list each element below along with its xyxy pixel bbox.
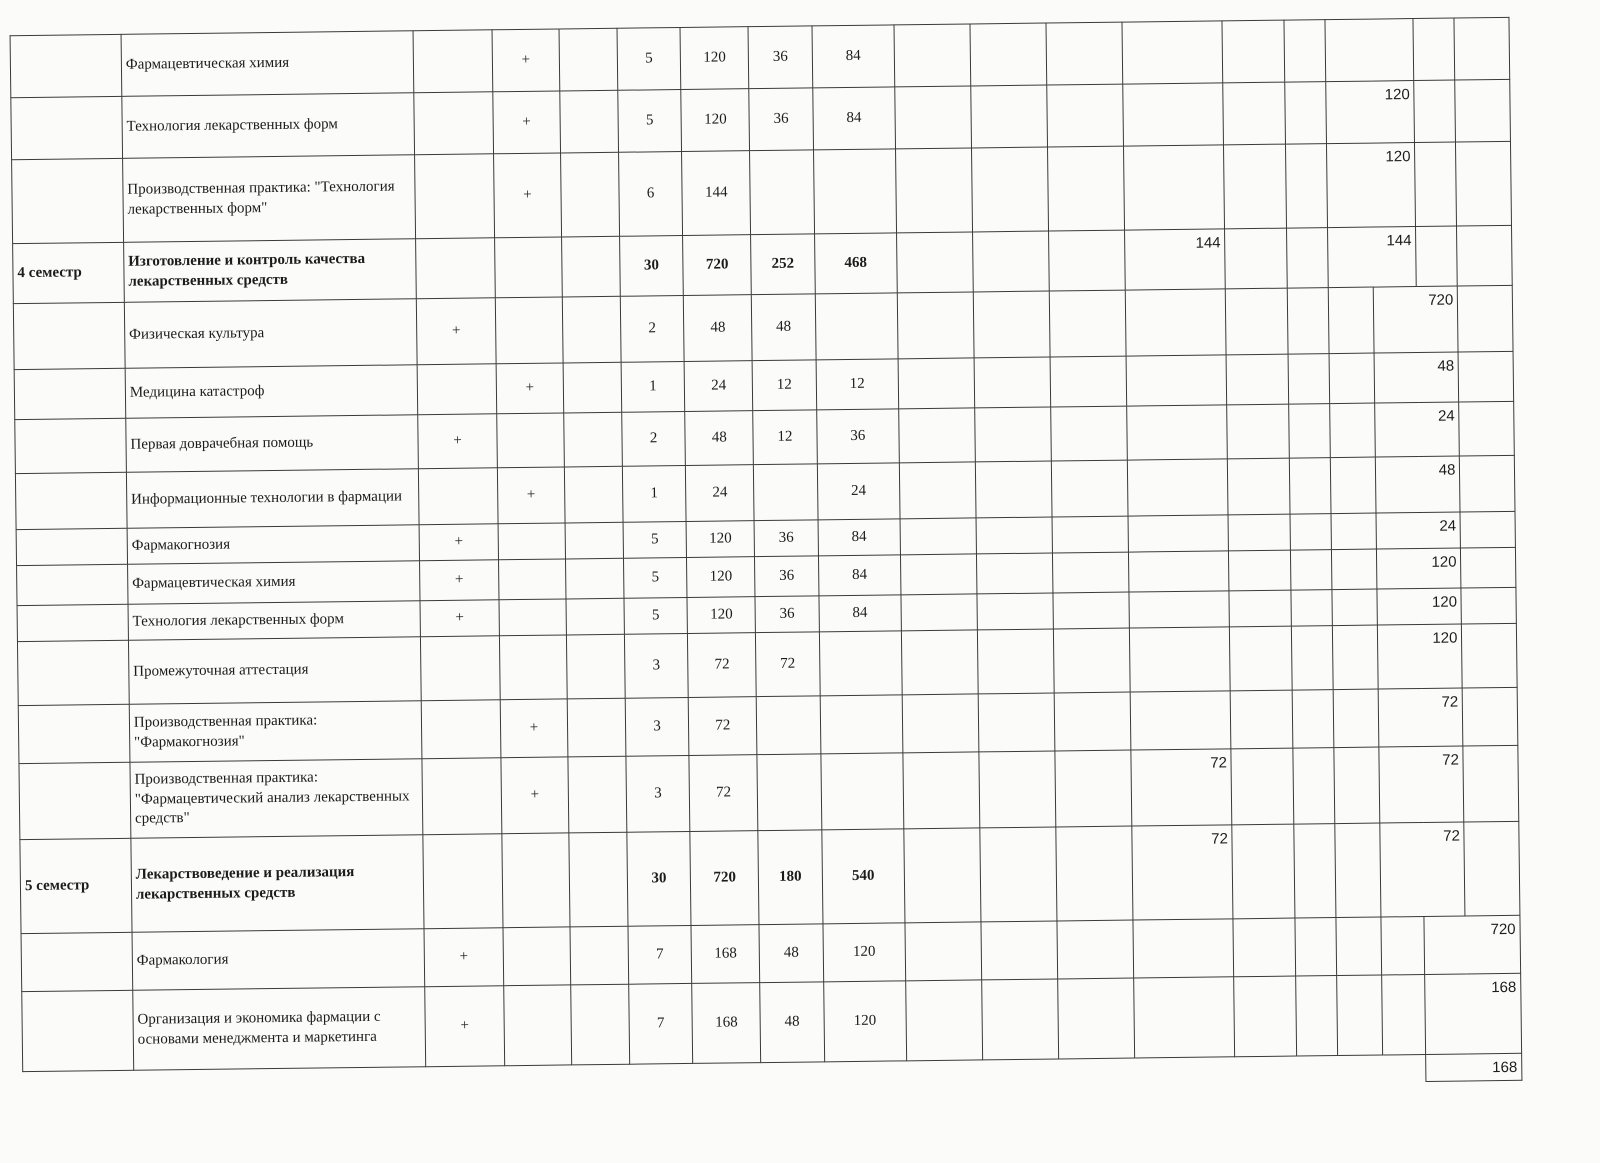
theory-hours (753, 464, 817, 521)
total-hours: 72 (689, 755, 758, 832)
subtotal-b: 24 (1375, 402, 1460, 457)
subtotal-a: 72 (1132, 825, 1234, 920)
subtotal-c: 168 (1425, 973, 1522, 1054)
total-hours: 120 (680, 27, 749, 90)
total-hours: 168 (691, 925, 759, 984)
theory-hours: 36 (755, 596, 819, 633)
total-hours: 120 (687, 597, 755, 634)
other-mark (570, 926, 628, 985)
credit-mark: + (500, 757, 569, 834)
total-hours: 48 (684, 295, 753, 362)
credit-units: 6 (618, 151, 683, 236)
subtotal-b: 24 (1376, 512, 1461, 549)
total-hours: 120 (686, 521, 754, 558)
credit-mark: + (492, 29, 561, 92)
semester-cell (17, 640, 129, 705)
theory-hours: 12 (753, 410, 817, 465)
discipline-name: Производственная практика: "Фармацевтический анализ лекарственных средств" (130, 759, 424, 839)
other-mark (561, 152, 620, 237)
subtotal-a (1226, 288, 1288, 355)
theory-hours: 252 (751, 234, 815, 295)
theory-hours: 48 (759, 924, 823, 983)
semester-cell (22, 990, 134, 1071)
semester-cell (16, 528, 127, 565)
theory-hours: 12 (752, 360, 816, 411)
subtotal-b (1325, 19, 1414, 82)
practice-hours: 84 (819, 595, 902, 632)
semester-cell (12, 158, 124, 243)
credit-mark (498, 523, 566, 560)
exam-mark (414, 30, 493, 93)
subtotal-a (1133, 977, 1235, 1058)
curriculum-table (10, 17, 1523, 1099)
credit-units: 5 (623, 557, 687, 598)
subtotal-b: 120 (1327, 143, 1416, 228)
credit-mark: + (493, 153, 562, 238)
exam-mark (422, 700, 501, 759)
practice-hours (819, 631, 902, 696)
discipline-name: Физическая культура (124, 299, 417, 369)
semester-cell (21, 932, 133, 991)
other-mark (566, 598, 624, 635)
theory-hours (757, 754, 822, 831)
credit-mark (496, 413, 564, 468)
semester-cell (18, 704, 130, 763)
discipline-name: Медицина катастроф (125, 365, 418, 419)
credit-units: 3 (626, 755, 691, 832)
credit-units: 30 (619, 235, 683, 296)
total-hours: 24 (684, 361, 752, 412)
credit-mark: + (500, 699, 568, 758)
subtotal-a (1229, 550, 1291, 591)
discipline-name: Фармацевтическая химия (127, 561, 420, 605)
credit-units: 5 (623, 521, 687, 558)
exam-mark (422, 758, 501, 835)
subtotal-b: 48 (1374, 352, 1459, 403)
credit-units: 2 (621, 411, 685, 466)
credit-units: 1 (621, 361, 685, 412)
other-mark (563, 362, 621, 413)
total-hours: 168 (692, 983, 761, 1064)
theory-hours: 48 (760, 982, 825, 1063)
discipline-name: Производственная практика: "Технология лекарственных форм" (122, 155, 416, 243)
discipline-name: Промежуточная аттестация (128, 637, 421, 705)
practice-hours: 120 (823, 981, 906, 1062)
credit-units: 2 (620, 295, 684, 362)
semester-cell (10, 34, 122, 97)
discipline-name: Технология лекарственных форм (128, 601, 421, 641)
discipline-name: Информационные технологии в фармации (126, 469, 419, 529)
subtotal-a: 72 (1131, 749, 1233, 826)
subtotal-a (1229, 590, 1291, 627)
practice-hours: 540 (822, 829, 905, 924)
discipline-name: Организация и экономика фармации с основами менеджмента и маркетинга (133, 987, 427, 1071)
credit-mark: + (492, 91, 561, 154)
practice-hours: 84 (818, 519, 901, 556)
semester-cell (11, 96, 123, 159)
credit-mark (503, 985, 572, 1066)
theory-hours: 48 (751, 294, 815, 361)
exam-mark: + (418, 414, 497, 469)
credit-mark (499, 635, 568, 700)
exam-mark (414, 92, 493, 155)
subtotal-b: 144 (1328, 227, 1417, 288)
other-mark (563, 296, 621, 363)
exam-mark: + (420, 560, 498, 601)
subtotal-c: 168 (1426, 1053, 1522, 1081)
practice-hours: 84 (818, 555, 901, 596)
total-hours: 48 (685, 411, 753, 466)
other-mark (566, 558, 624, 599)
subtotal-a (1222, 20, 1284, 83)
subtotal-b: 120 (1326, 81, 1415, 144)
other-mark (569, 832, 628, 927)
exam-mark: + (425, 986, 504, 1067)
credit-mark (501, 833, 570, 928)
credit-units: 1 (622, 465, 686, 522)
credit-units: 5 (624, 597, 688, 634)
semester-cell (14, 368, 125, 419)
practice-hours: 120 (823, 923, 906, 982)
exam-mark (421, 636, 500, 701)
theory-hours: 72 (756, 632, 820, 697)
credit-mark (498, 599, 566, 636)
exam-mark: + (420, 524, 498, 561)
module-name: Лекарствоведение и реализация лекарственных средств (131, 835, 425, 933)
exam-mark (415, 154, 494, 239)
semester-cell (17, 564, 128, 605)
subtotal-b: 720 (1373, 286, 1458, 353)
practice-hours: 36 (816, 409, 899, 464)
exam-mark (423, 834, 502, 929)
total-hours: 72 (688, 633, 757, 698)
subtotal-b: 120 (1377, 548, 1462, 589)
exam-mark (416, 238, 495, 299)
subtotal-b: 72 (1379, 746, 1464, 823)
theory-hours (756, 696, 820, 755)
other-mark (560, 90, 618, 153)
subtotal-b: 120 (1378, 624, 1463, 689)
credit-units: 5 (618, 90, 682, 153)
subtotal-a (1228, 458, 1290, 515)
total-hours: 120 (687, 557, 755, 598)
semester-cell (15, 418, 127, 473)
semester-label: 5 семестр (20, 838, 132, 933)
credit-units: 3 (625, 697, 689, 756)
practice-hours: 12 (816, 359, 899, 410)
total-hours: 72 (689, 697, 757, 756)
credit-mark (494, 237, 562, 298)
subtotal-a (1227, 404, 1289, 459)
module-name: Изготовление и контроль качества лекарственных средств (123, 239, 416, 303)
discipline-name: Фармакология (132, 929, 425, 991)
semester-cell (17, 604, 128, 641)
theory-hours: 180 (758, 830, 823, 925)
credit-mark (498, 559, 566, 600)
total-hours: 24 (686, 465, 754, 522)
theory-hours (750, 150, 815, 235)
other-mark (568, 756, 626, 833)
subtotal-a (1228, 514, 1290, 551)
practice-hours (815, 293, 898, 360)
semester-cell (13, 302, 125, 369)
subtotal-b: 48 (1376, 456, 1461, 513)
credit-mark (495, 297, 564, 364)
other-mark (565, 466, 623, 523)
practice-hours: 84 (813, 87, 896, 150)
subtotal-a (1231, 690, 1293, 749)
total-hours: 120 (681, 89, 750, 152)
subtotal-a (1224, 144, 1287, 229)
semester-label: 4 семестр (13, 242, 125, 303)
total-hours: 720 (683, 235, 751, 296)
practice-hours (820, 695, 903, 754)
practice-hours (813, 149, 896, 234)
discipline-name: Фармацевтическая химия (121, 31, 414, 97)
subtotal-b: 120 (1377, 588, 1462, 625)
practice-hours (821, 753, 904, 830)
subtotal-a (1133, 919, 1234, 978)
other-mark (564, 412, 622, 467)
credit-units: 5 (617, 28, 681, 91)
other-mark (565, 522, 623, 559)
subtotal-a: 144 (1124, 229, 1225, 290)
discipline-name: Первая доврачебная помощь (126, 415, 419, 473)
other-mark (562, 236, 620, 297)
exam-mark: + (424, 928, 503, 987)
semester-cell (19, 762, 131, 839)
theory-hours: 36 (749, 88, 813, 151)
credit-mark: + (497, 467, 565, 524)
theory-hours: 36 (755, 556, 819, 597)
practice-hours: 24 (817, 463, 900, 520)
other-mark (567, 698, 625, 757)
subtotal-b: 72 (1378, 688, 1463, 747)
discipline-name: Производственная практика: "Фармакогнозия" (129, 701, 422, 763)
exam-mark (418, 364, 497, 415)
subtotal-b: 72 (1380, 822, 1465, 917)
practice-hours: 84 (812, 25, 895, 88)
other-mark (559, 28, 617, 91)
credit-units: 7 (628, 925, 692, 984)
total-hours: 144 (682, 151, 751, 236)
other-mark (571, 984, 629, 1065)
credit-units: 3 (624, 633, 688, 698)
credit-mark: + (496, 363, 564, 414)
discipline-name: Технология лекарственных форм (122, 93, 415, 159)
exam-mark (419, 468, 498, 525)
other-mark (567, 634, 625, 699)
semester-cell (15, 472, 127, 529)
subtotal-a (1226, 354, 1288, 405)
credit-mark (503, 927, 571, 986)
discipline-name: Фармакогнозия (127, 525, 420, 565)
exam-mark: + (417, 298, 496, 365)
credit-units: 7 (628, 983, 693, 1064)
table-row (20, 821, 1520, 933)
exam-mark: + (420, 600, 498, 637)
subtotal-a (1223, 82, 1285, 145)
subtotal-c: 720 (1424, 915, 1520, 974)
theory-hours: 36 (754, 520, 818, 557)
total-hours: 720 (690, 831, 759, 926)
subtotal-a (1230, 626, 1292, 691)
theory-hours: 36 (748, 26, 812, 89)
practice-hours: 468 (814, 233, 897, 294)
credit-units: 30 (627, 831, 692, 926)
